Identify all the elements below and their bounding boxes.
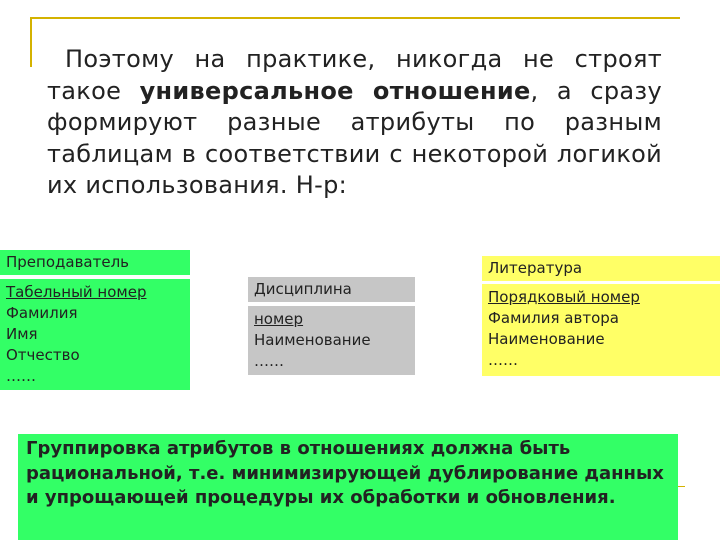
discipline-field-row: …… [254,352,284,370]
teacher-field-row: …… [6,367,36,385]
literature-table-body [482,284,720,376]
intro-paragraph [47,44,662,202]
callout-text: Группировка атрибутов в отношениях должна быть рациональной, т.е. минимизирующей дублирование данных и упрощающей процедуры их обработки и обновления. [26,438,664,508]
paragraph-part2: , а сразу формируют разные атрибуты по разным таблицам в соответствии с некоторой логикой их использования. Н-р: [47,76,662,199]
teacher-field-row: Отчество [6,346,80,364]
discipline-table-header [248,277,415,302]
top-decor-line [30,17,680,19]
teacher-field-row: Имя [6,325,38,343]
conclusion-callout [18,434,678,540]
teacher-field-row: Фамилия [6,304,78,322]
discipline-field-row: Наименование [254,331,371,349]
literature-header-label: Литература [488,259,583,277]
literature-table-header [482,256,720,281]
paragraph-part1: Поэтому на практике, никогда не строят такое [47,45,662,105]
teacher-table-body [0,279,190,390]
literature-field-row: …… [488,351,518,369]
literature-key-field: Порядковый номер [488,288,640,306]
paragraph-bold-term: универсальное отношение [139,76,531,105]
discipline-key-field: номер [254,310,304,328]
discipline-header-label: Дисциплина [254,280,352,298]
teacher-table-header [0,250,190,275]
left-decor-line [30,17,32,67]
literature-field-row: Фамилия автора [488,309,619,327]
literature-field-row: Наименование [488,330,605,348]
teacher-header-label: Преподаватель [6,253,130,271]
teacher-key-field: Табельный номер [6,283,147,301]
discipline-table-body [248,306,415,375]
